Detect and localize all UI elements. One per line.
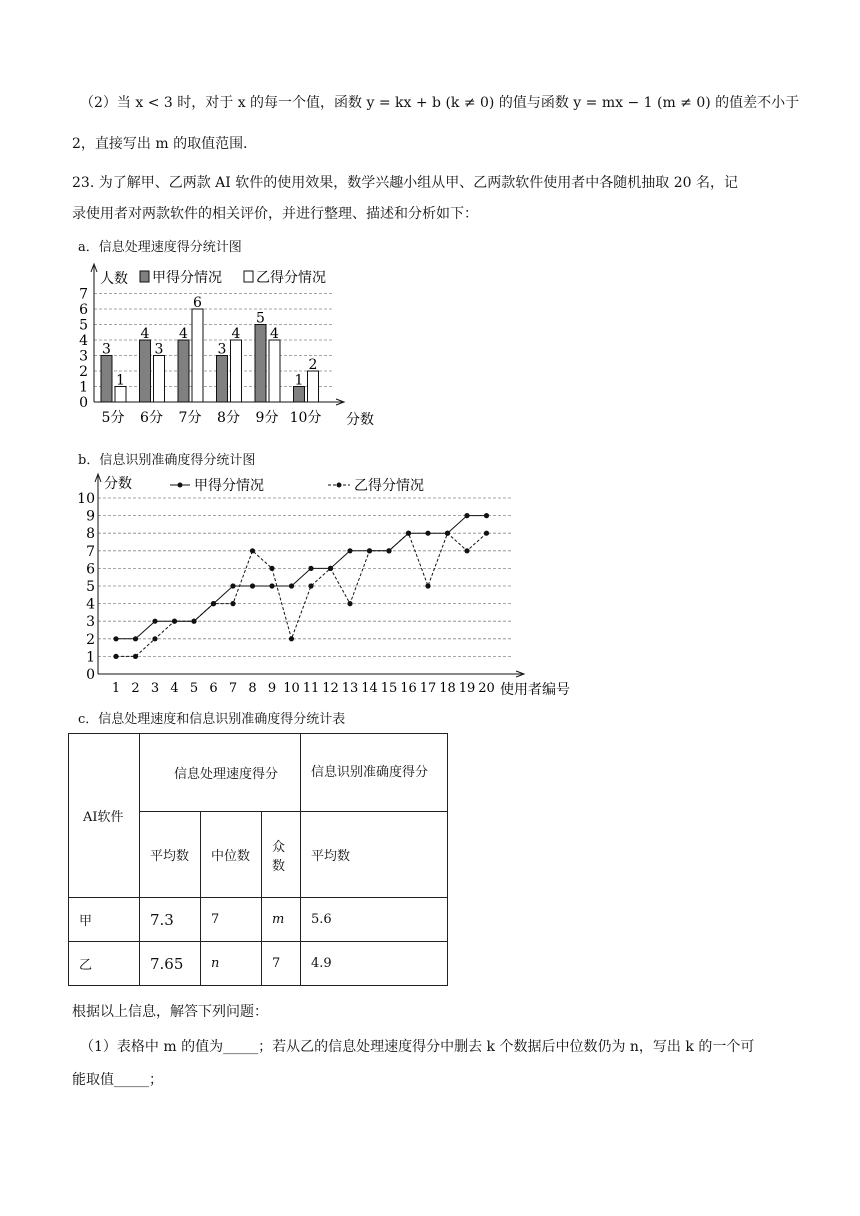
data-point — [406, 531, 411, 536]
header-median: 中位数 — [201, 812, 262, 898]
bar — [154, 356, 165, 403]
row-accuracy-mean: 5.6 — [301, 898, 448, 942]
y-tick-label: 0 — [79, 395, 88, 411]
bar — [231, 340, 242, 402]
y-tick-label: 1 — [86, 649, 95, 666]
y-tick-label: 0 — [86, 667, 95, 683]
legend-swatch-yi — [244, 271, 253, 282]
x-tick-label: 13 — [341, 681, 359, 696]
data-point — [250, 583, 255, 588]
bar — [294, 387, 305, 403]
q23-intro-line2: 录使用者对两款软件的相关评价，并进行整理、描述和分析如下： — [72, 206, 478, 222]
x-tick-label: 6 — [209, 681, 218, 696]
x-axis-label: 分数 — [346, 412, 374, 428]
series-line-jia — [116, 516, 487, 639]
x-tick-label: 1 — [111, 681, 121, 696]
stats-table — [68, 733, 448, 986]
bar-value-label: 5 — [256, 310, 265, 327]
x-tick-label: 5分 — [101, 410, 125, 426]
bar-value-label: 4 — [140, 326, 150, 342]
data-point — [289, 636, 294, 641]
y-tick-label: 1 — [79, 379, 88, 396]
data-point — [464, 513, 469, 518]
x-axis-label: 使用者编号 — [500, 682, 570, 698]
accuracy-line-chart — [60, 470, 600, 702]
x-tick-label: 12 — [322, 681, 339, 696]
data-point — [425, 531, 430, 536]
bar-value-label: 2 — [308, 357, 318, 373]
bar — [192, 309, 203, 402]
series-line-yi — [116, 533, 487, 656]
bar — [255, 325, 266, 403]
data-point — [152, 636, 157, 641]
y-tick-label: 6 — [86, 561, 95, 578]
y-tick-label: 3 — [86, 614, 95, 631]
caption-c: c．信息处理速度和信息识别准确度得分统计表 — [78, 712, 346, 727]
row-mean: 7.3 — [140, 898, 201, 942]
legend-label-yi: 乙得分情况 — [256, 270, 326, 286]
data-point — [191, 619, 196, 624]
header-software: AI软件 — [69, 734, 140, 898]
x-tick-label: 9 — [267, 681, 277, 696]
data-point — [269, 583, 274, 588]
x-tick-label: 10分 — [289, 410, 322, 426]
x-tick-label: 8 — [248, 681, 257, 696]
data-point — [230, 583, 235, 588]
y-tick-label: 6 — [79, 302, 88, 318]
bar — [308, 371, 319, 402]
y-tick-label: 10 — [77, 491, 95, 507]
x-tick-label: 18 — [439, 681, 456, 696]
y-tick-label: 2 — [79, 364, 88, 380]
header-speed: 信息处理速度得分 — [140, 734, 301, 812]
data-point — [445, 531, 450, 536]
y-tick-label: 7 — [79, 286, 88, 303]
bar — [115, 387, 126, 403]
bar — [101, 356, 112, 403]
legend-label-yi: 乙得分情况 — [354, 478, 424, 494]
y-tick-label: 3 — [79, 348, 88, 365]
data-point — [425, 583, 430, 588]
data-point — [211, 601, 216, 606]
data-point — [113, 654, 118, 659]
x-tick-label: 20 — [478, 681, 495, 696]
bar — [178, 340, 189, 402]
data-point — [484, 513, 489, 518]
q1-line1: （1）表格中 m 的值为_____；若从乙的信息处理速度得分中删去 k 个数据后中位数仍为 n，写出 k 的一个可 — [80, 1039, 755, 1055]
row-accuracy-mean: 4.9 — [301, 942, 448, 986]
legend-swatch-jia — [140, 271, 149, 282]
data-point — [347, 548, 352, 553]
y-tick-label: 4 — [86, 596, 95, 613]
data-point — [250, 548, 255, 553]
line-chart-container — [60, 470, 600, 706]
data-point — [133, 654, 138, 659]
y-tick-label: 7 — [86, 543, 95, 560]
row-median: n — [201, 942, 262, 986]
header-mean: 平均数 — [140, 812, 201, 898]
bar — [269, 340, 280, 402]
row-mode: 7 — [262, 942, 301, 986]
data-point — [133, 636, 138, 641]
y-tick-label: 8 — [86, 526, 95, 543]
x-tick-label: 5 — [189, 681, 199, 696]
legend-label-jia: 甲得分情况 — [152, 270, 222, 286]
data-point — [328, 566, 333, 571]
row-mean: 7.65 — [140, 942, 201, 986]
header-accuracy: 信息识别准确度得分 — [301, 734, 448, 812]
data-point — [386, 548, 391, 553]
data-point — [230, 601, 235, 606]
header-accuracy-mean: 平均数 — [301, 812, 448, 898]
table-row — [69, 942, 448, 986]
x-tick-label: 7 — [228, 681, 238, 696]
data-point — [464, 548, 469, 553]
x-tick-label: 6分 — [140, 410, 163, 426]
caption-b: b．信息识别准确度得分统计图 — [78, 453, 256, 468]
y-tick-label: 2 — [86, 631, 95, 648]
x-tick-label: 10 — [283, 681, 300, 696]
x-tick-label: 17 — [419, 681, 437, 696]
data-point — [308, 566, 313, 571]
x-tick-label: 15 — [380, 681, 398, 696]
legend-label-jia: 甲得分情况 — [194, 478, 264, 494]
y-tick-label: 9 — [86, 508, 95, 525]
data-point — [484, 531, 489, 536]
x-tick-label: 11 — [302, 681, 320, 696]
x-tick-label: 9分 — [255, 410, 279, 426]
y-axis-label: 人数 — [100, 271, 128, 287]
x-tick-label: 3 — [150, 681, 160, 696]
caption-a: a．信息处理速度得分统计图 — [78, 240, 242, 255]
data-point — [172, 619, 177, 624]
row-mode: m — [262, 898, 301, 942]
x-tick-label: 7分 — [178, 410, 202, 426]
y-tick-label: 5 — [86, 579, 95, 595]
row-median: 7 — [201, 898, 262, 942]
table-row — [69, 898, 448, 942]
y-tick-label: 5 — [79, 317, 88, 334]
bar-value-label: 4 — [231, 326, 241, 342]
q1-line2: 能取值_____； — [72, 1072, 163, 1088]
x-tick-label: 19 — [458, 681, 476, 696]
speed-bar-chart — [60, 258, 380, 433]
y-tick-label: 4 — [79, 333, 88, 349]
followup-text: 根据以上信息，解答下列问题： — [72, 1004, 268, 1020]
header-mode: 众数 — [262, 812, 301, 898]
bar-value-label: 6 — [193, 295, 202, 311]
row-name: 甲 — [69, 898, 140, 942]
bar-value-label: 3 — [154, 341, 164, 358]
bar-value-label: 1 — [116, 372, 125, 389]
bar-value-label: 4 — [270, 326, 279, 342]
bar-value-label: 3 — [217, 341, 227, 358]
data-point — [347, 601, 352, 606]
data-point — [367, 548, 372, 553]
bar — [217, 356, 228, 403]
data-point — [289, 583, 294, 588]
q22-part2-line1: （2）当 x < 3 时，对于 x 的每一个值，函数 y = kx + b (k ≠ 0) 的值与函数 y = mx − 1 (m ≠ 0) 的值差不小于 — [80, 95, 800, 111]
data-point — [152, 619, 157, 624]
x-tick-label: 2 — [131, 681, 140, 696]
x-tick-label: 4 — [170, 681, 179, 696]
data-point — [113, 636, 118, 641]
data-point — [269, 566, 274, 571]
bar-value-label: 4 — [179, 326, 188, 342]
legend-marker-yi — [337, 483, 342, 488]
bar-value-label: 1 — [294, 372, 304, 389]
q23-intro-line1: 23. 为了解甲、乙两款 AI 软件的使用效果，数学兴趣小组从甲、乙两款软件使用者中各随机抽取 20 名，记 — [72, 175, 738, 191]
legend-marker-jia — [178, 483, 183, 488]
x-tick-label: 8分 — [217, 410, 240, 426]
y-axis-label: 分数 — [104, 476, 132, 492]
bar — [140, 340, 151, 402]
x-tick-label: 16 — [400, 681, 417, 696]
bar-value-label: 3 — [102, 341, 111, 358]
row-name: 乙 — [69, 942, 140, 986]
x-tick-label: 14 — [361, 681, 378, 696]
q22-part2-line2: 2，直接写出 m 的取值范围． — [72, 136, 258, 152]
bar-chart-container — [60, 258, 380, 437]
data-point — [308, 583, 313, 588]
